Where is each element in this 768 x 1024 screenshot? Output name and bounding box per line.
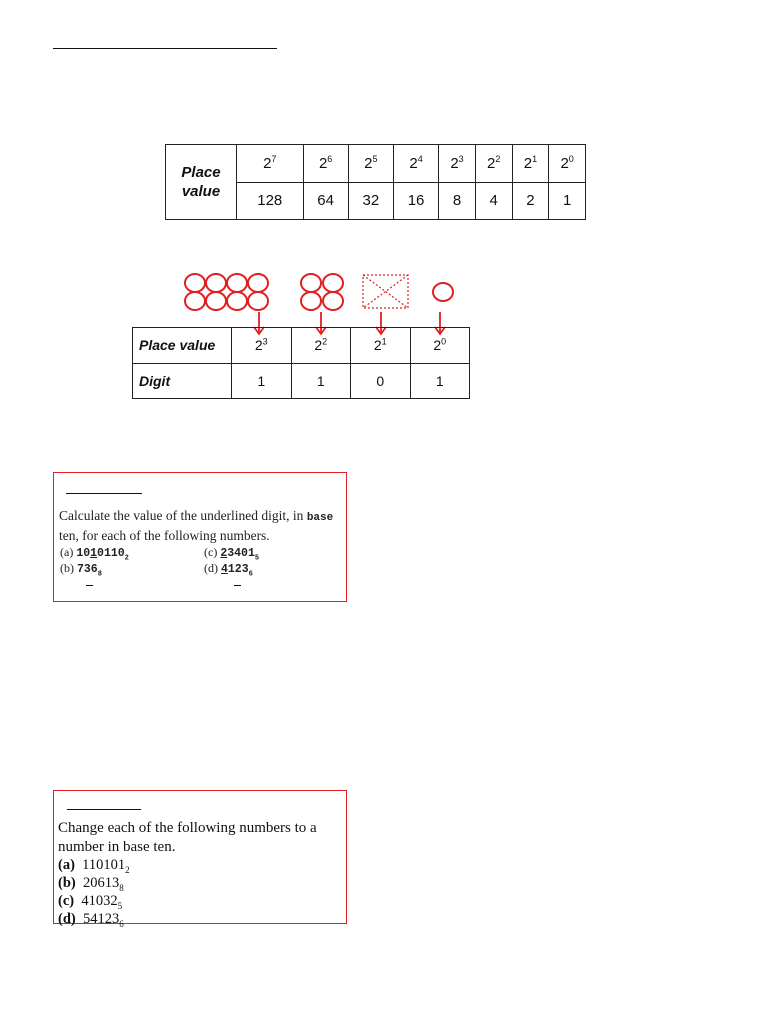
power-cell: $2^2$ (475, 145, 512, 183)
power-cell: $2^0$ (410, 328, 470, 364)
exercise-box-underlined-digit (53, 472, 347, 602)
underline-mark (234, 585, 241, 586)
circle (323, 274, 343, 292)
circle (185, 274, 205, 292)
power-cell: $2^7$ (237, 145, 304, 183)
exercise-box-convert-base-ten (53, 790, 347, 929)
power-cell: $2^6$ (303, 145, 348, 183)
circle (206, 274, 226, 292)
digit-cell: 0 (351, 363, 411, 399)
exercise-item-c: (c) $23401_5$ (204, 545, 260, 563)
circle (185, 292, 205, 310)
exercise-item-a: (a) $110101_2$ (58, 857, 130, 875)
value-cell: 1 (549, 182, 586, 220)
exercise-instruction: Calculate the value of the underlined digit, in base ten, for each of the following numbers. (59, 508, 334, 543)
place-value-label: Place value (133, 328, 232, 364)
exercise-instruction: Change each of the following numbers to a number in base ten. (58, 820, 317, 855)
place-value-digit-table (132, 327, 470, 399)
grouping-diagram (0, 0, 768, 340)
digit-cell: 1 (410, 363, 470, 399)
power-cell: $2^1$ (512, 145, 549, 183)
power-cell: $2^4$ (393, 145, 438, 183)
power-cell: $2^5$ (348, 145, 393, 183)
exercise-item-b: (b) $20613_8$ (58, 875, 124, 893)
crossed-box (363, 275, 408, 308)
exercise-item-d: (d) $54123_6$ (58, 911, 124, 929)
circle (323, 292, 343, 310)
circle (227, 274, 247, 292)
digit-cell: 1 (291, 363, 351, 399)
value-cell: 4 (475, 182, 512, 220)
heading-rule (66, 493, 142, 494)
value-cell: 8 (439, 182, 476, 220)
circle (301, 274, 321, 292)
power-cell: $2^3$ (439, 145, 476, 183)
circle (248, 274, 268, 292)
value-cell: 32 (348, 182, 393, 220)
exercise-item-a: (a) $1010110_2$ (60, 545, 129, 563)
circle (433, 283, 453, 301)
place-value-label: Place value (166, 145, 237, 220)
digit-cell: 1 (232, 363, 292, 399)
power-cell: $2^2$ (291, 328, 351, 364)
value-cell: 64 (303, 182, 348, 220)
circle (248, 292, 268, 310)
power-cell: $2^3$ (232, 328, 292, 364)
power-cell: $2^0$ (549, 145, 586, 183)
heading-rule (67, 809, 141, 810)
value-cell: 2 (512, 182, 549, 220)
underline-mark (86, 585, 93, 586)
exercise-item-c: (c) $41032_5$ (58, 893, 123, 911)
circle (301, 292, 321, 310)
circle (206, 292, 226, 310)
power-cell: $2^1$ (351, 328, 411, 364)
value-cell: 16 (393, 182, 438, 220)
exercise-item-d: (d) $4123_6$ (204, 561, 253, 579)
exercise-item-b: (b) $736_8$ (60, 561, 102, 579)
value-cell: 128 (237, 182, 304, 220)
digit-label: Digit (133, 363, 232, 399)
circle (227, 292, 247, 310)
